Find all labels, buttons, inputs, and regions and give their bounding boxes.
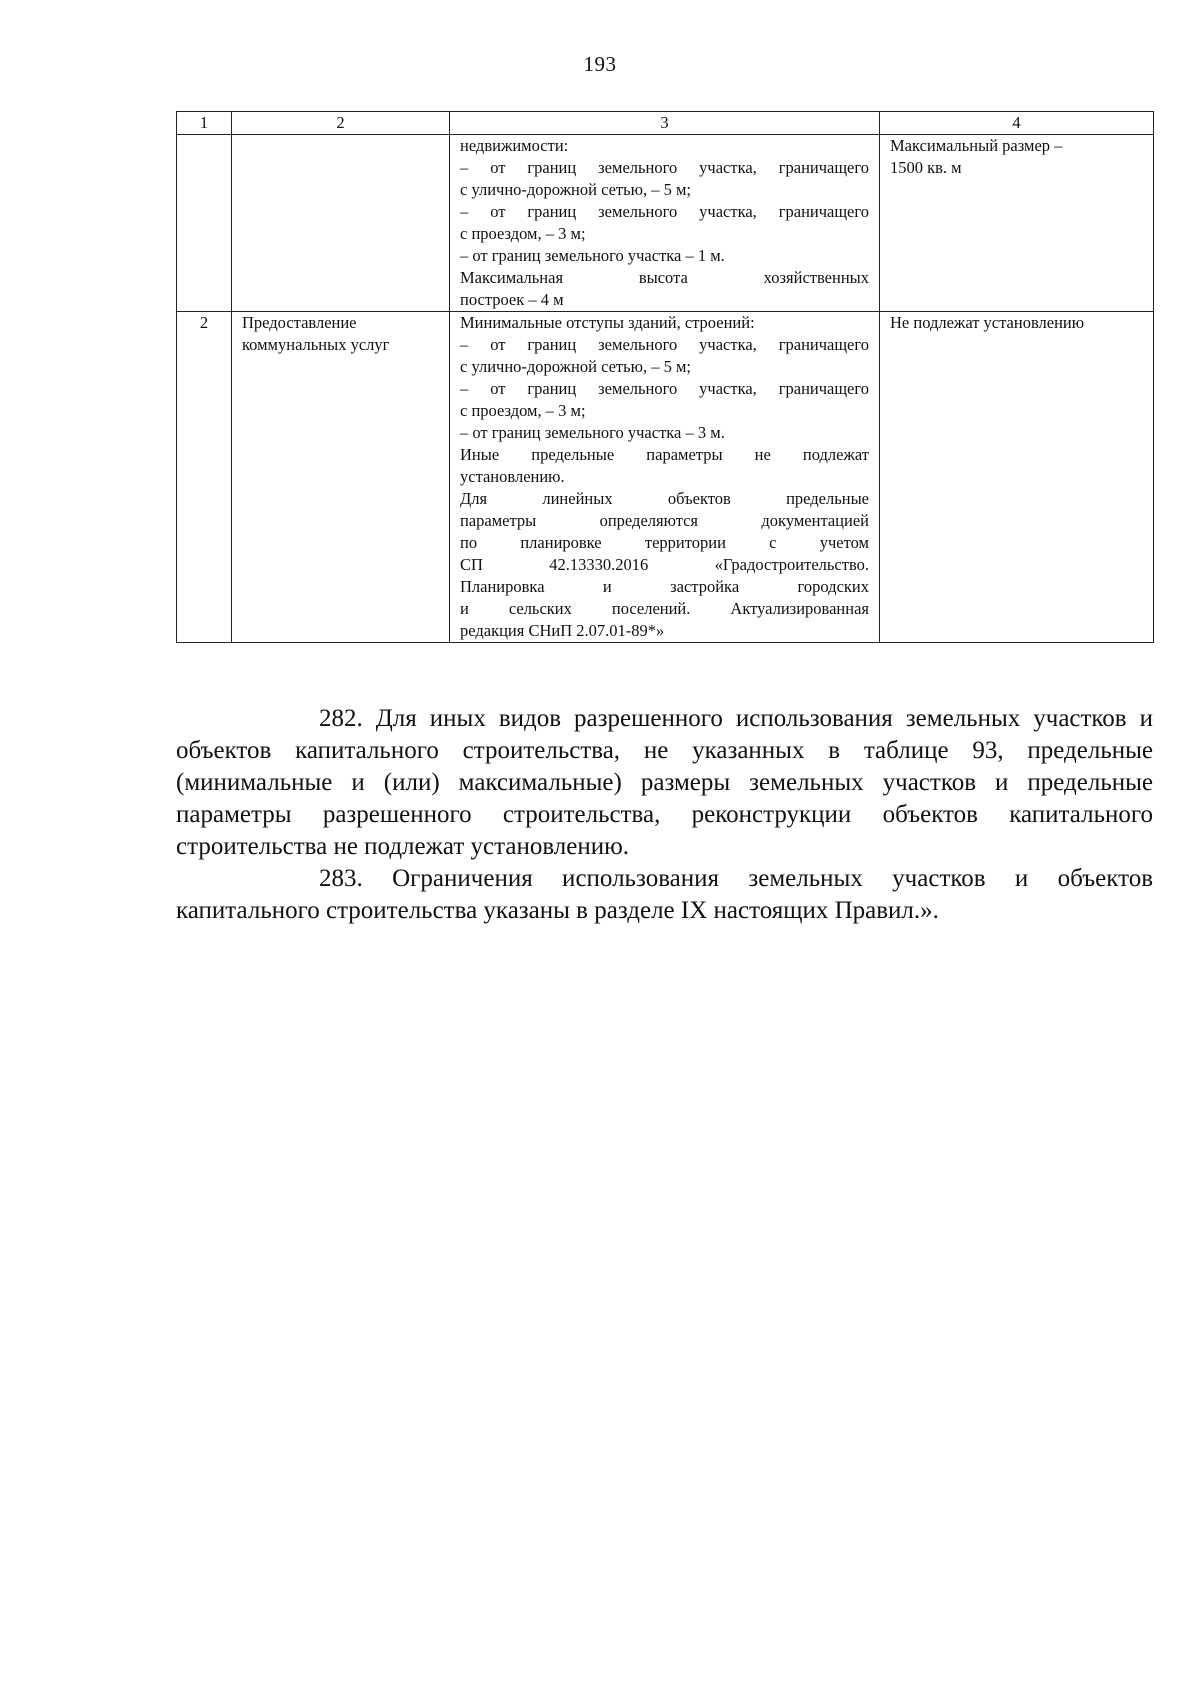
param-line: с улично-дорожной сетью, – 5 м; [460, 180, 692, 199]
use-type-cell [232, 312, 450, 643]
param-line: по планировке территории с учетом [460, 533, 869, 552]
row-number-cell: 2 [177, 312, 232, 643]
param-line: – от границ земельного участка, граничащего [460, 158, 869, 177]
zoning-parameters-table [176, 111, 1154, 643]
table-row [177, 312, 1154, 643]
param-line: построек – 4 м [460, 290, 564, 309]
param-line: с проездом, – 3 м; [460, 401, 586, 420]
param-line: редакция СНиП 2.07.01-89*» [460, 621, 665, 640]
paragraph-282: 282. Для иных видов разрешенного использования земельных участков и объектов капитального строительства, не указанных в таблице 93, предельные (минимальные и (или) максимальные) размеры земельных участков и предельные параметры разрешенного строительства, реконструкции объектов капитального строительства не подлежат установлению. [176, 705, 1153, 860]
use-type-line: коммунальных услуг [242, 335, 390, 354]
page-number: 193 [583, 52, 617, 76]
size-cell [880, 135, 1154, 312]
table-row [177, 135, 1154, 312]
param-line: – от границ земельного участка – 1 м. [460, 246, 725, 265]
param-line: – от границ земельного участка, граничащего [460, 202, 869, 221]
param-line: с улично-дорожной сетью, – 5 м; [460, 357, 692, 376]
parameters-cell [450, 312, 880, 643]
param-line: недвижимости: [460, 136, 569, 155]
header-col-1: 1 [177, 112, 232, 135]
body-text [176, 703, 1153, 927]
param-line: Максимальная высота хозяйственных [460, 268, 869, 287]
param-line: параметры определяются документацией [460, 511, 869, 530]
param-line: СП 42.13330.2016 «Градостроительство. [460, 555, 869, 574]
param-line: Минимальные отступы зданий, строений: [460, 313, 755, 332]
header-col-3: 3 [450, 112, 880, 135]
paragraph-283: 283. Ограничения использования земельных участков и объектов капитального строительства указаны в разделе IX настоящих Правил.». [176, 865, 1153, 924]
param-line: с проездом, – 3 м; [460, 224, 586, 243]
header-col-4: 4 [880, 112, 1154, 135]
table-header-row [177, 112, 1154, 135]
row-number-cell [177, 135, 232, 312]
param-line: Для линейных объектов предельные [460, 489, 869, 508]
param-line: Иные предельные параметры не подлежат [460, 445, 869, 464]
param-line: установлению. [460, 467, 565, 486]
param-line: – от границ земельного участка, граничащего [460, 335, 869, 354]
use-type-line: Предоставление [242, 313, 357, 332]
size-line: 1500 кв. м [890, 158, 962, 177]
parameters-cell [450, 135, 880, 312]
param-line: – от границ земельного участка – 3 м. [460, 423, 725, 442]
header-col-2: 2 [232, 112, 450, 135]
size-line: Максимальный размер – [890, 136, 1063, 155]
size-cell: Не подлежат установлению [880, 312, 1154, 643]
param-line: – от границ земельного участка, граничащего [460, 379, 869, 398]
param-line: и сельских поселений. Актуализированная [460, 599, 869, 618]
use-type-cell [232, 135, 450, 312]
param-line: Планировка и застройка городских [460, 577, 869, 596]
